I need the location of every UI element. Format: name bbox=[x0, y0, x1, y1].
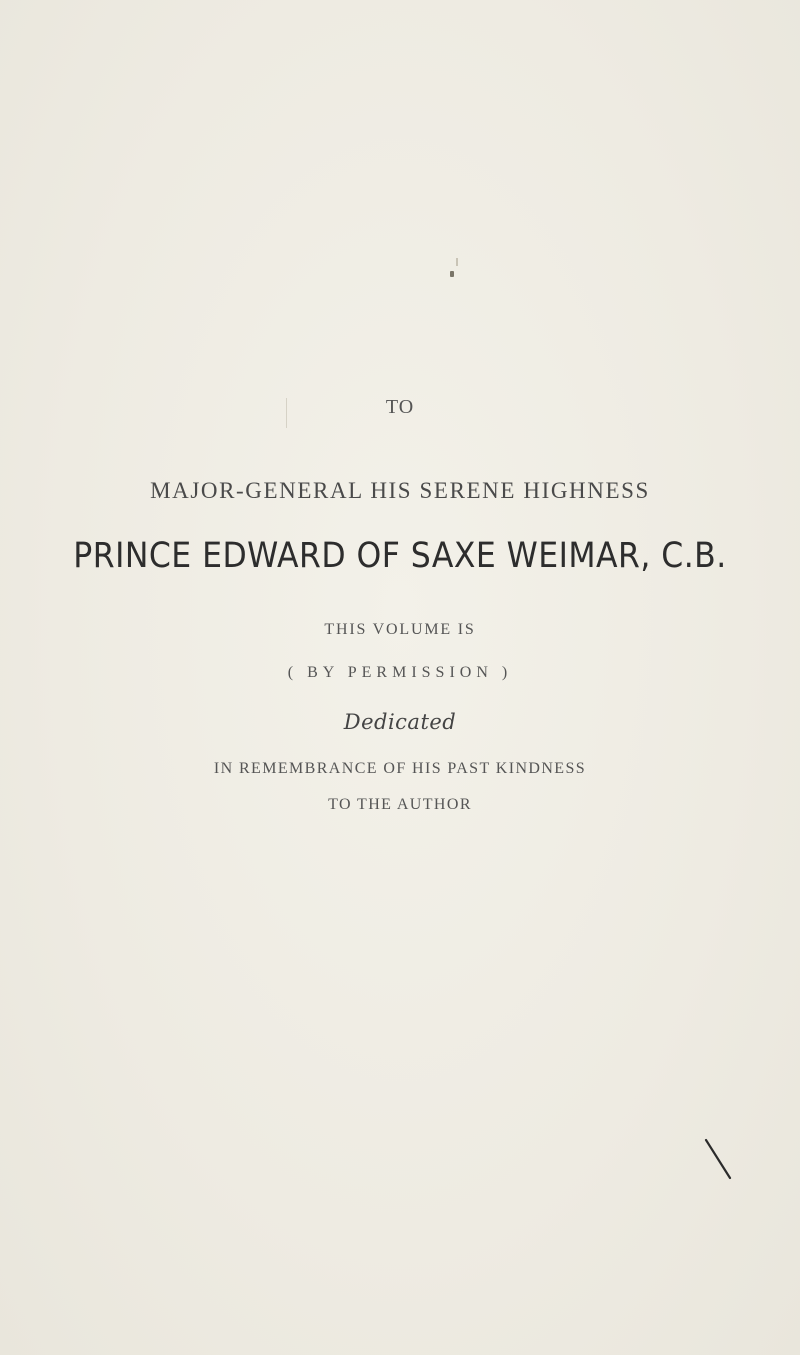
permission-line: ( BY PERMISSION ) bbox=[287, 664, 513, 681]
volume-line: THIS VOLUME IS bbox=[324, 621, 476, 638]
ink-speck bbox=[450, 271, 454, 277]
dedication-to: TO bbox=[385, 396, 415, 418]
author-line: TO THE AUTHOR bbox=[328, 796, 472, 813]
dedicated-heading: Dedicated bbox=[343, 710, 457, 734]
dedicatee-title: MAJOR-GENERAL HIS SERENE HIGHNESS bbox=[150, 478, 650, 503]
dedicatee-name: PRINCE EDWARD OF SAXE WEIMAR, C.B. bbox=[73, 536, 727, 576]
paper-crease bbox=[286, 398, 287, 428]
pencil-slash-mark bbox=[700, 1134, 740, 1184]
ink-speck bbox=[456, 258, 458, 266]
remembrance-line: IN REMEMBRANCE OF HIS PAST KINDNESS bbox=[213, 760, 587, 777]
